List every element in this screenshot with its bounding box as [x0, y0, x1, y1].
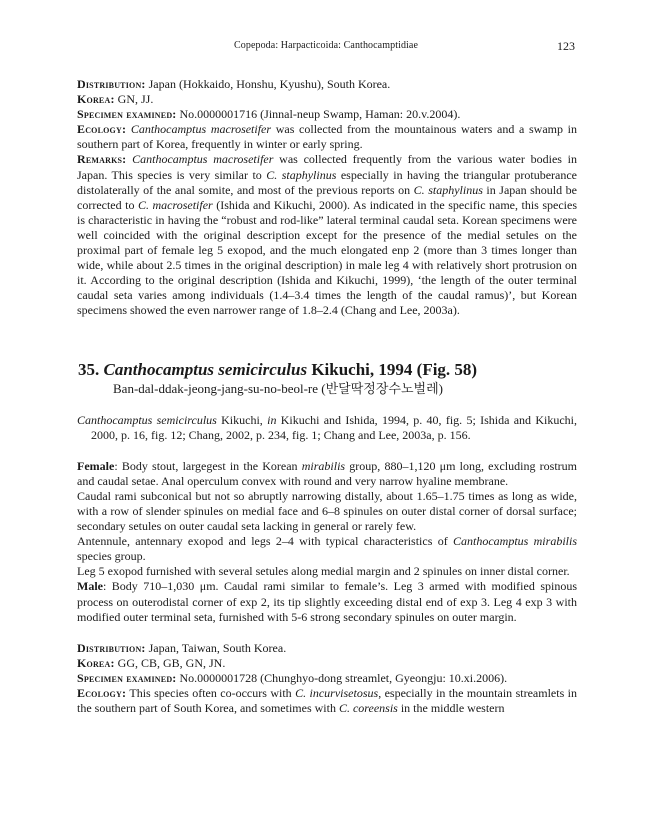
- antennule-paragraph: [77, 534, 577, 564]
- korea-paragraph: [77, 656, 577, 671]
- specimen-label: Specimen examined:: [77, 670, 177, 685]
- species-romanized-name: Ban-dal-ddak-jeong-jang-su-no-beol-re (반달딱정장수노벌레): [113, 380, 443, 396]
- remarks-paragraph: [77, 152, 577, 318]
- species-number: 35.: [78, 359, 100, 379]
- species-name: C. staphylinus: [266, 167, 337, 182]
- distribution-paragraph: [77, 77, 577, 92]
- page-header: [0, 40, 652, 56]
- antennule-text: species group.: [77, 549, 146, 564]
- korea-paragraph: [77, 92, 577, 107]
- section-spacer: [77, 397, 577, 413]
- species-name: Canthocamptus macrosetifer: [130, 122, 272, 137]
- female-text: group, 880–1,120 μm long, excluding rostrum and caudal setae. Anal operculum convex with round and very narrow hyaline membrane.: [77, 458, 577, 488]
- species-name: Canthocamptus macrosetifer: [132, 152, 274, 167]
- section-spacer: [77, 443, 577, 459]
- distribution-label: Distribution:: [77, 640, 146, 655]
- male-paragraph: [77, 579, 577, 624]
- running-head: Copepoda: Harpacticoida: Canthocamptidiae: [233, 40, 419, 51]
- synonymy-in: in: [267, 412, 277, 427]
- species-name: Canthocamptus mirabilis: [453, 534, 577, 549]
- synonymy-text: Kikuchi and Ishida, 1994, p. 40, fig. 5; Ishida and Kikuchi, 2000, p. 16, fig. 12; Chang, 2002, p. 234, fig. 1; Chang and Lee, 2003a, p. 156.: [91, 412, 577, 442]
- species-name: C. coreensis: [338, 701, 398, 716]
- female-text: : Body stout, largegest in the Korean: [114, 458, 302, 473]
- leg5-paragraph: Leg 5 exopod furnished with several setules along medial margin and 2 spinules on inner distal corner.: [77, 564, 570, 579]
- group-name: mirabilis: [301, 458, 346, 473]
- species-name: C. staphylinus: [413, 182, 483, 197]
- remarks-text: (Ishida and Kikuchi, 2000). As indicated in the specific name, this species is characteristic in having the “robust and rod-like” lateral terminal caudal seta. Korean specimens were well coincided with the original description except for the presence of the medial setules on the proximal part of female leg 5 exopod, and the much elongated enp 2 (more than 3 times longer than wide, while about 2.5 times in the original description) in male leg 4 with relatively short protrusion on it. According to the original description (Ishida and Kikuchi, 1999), ‘the length of the outer terminal caudal seta varies among individuals (1.4–3.4 times the length of the caudal ramus)’, but Korean specimens showed the even narrower range of 1.8–2.4 (Chang and Lee, 2003a).: [77, 197, 578, 318]
- korea-label: Korea:: [77, 655, 115, 670]
- distribution-text: Japan (Hokkaido, Honshu, Kyushu), South Korea.: [145, 77, 391, 91]
- species-title-name: Canthocamptus semicirculus: [103, 359, 308, 379]
- distribution-paragraph: [77, 641, 577, 656]
- ecology-label: Ecology:: [77, 122, 127, 137]
- antennule-text: Antennule, antennary exopod and legs 2–4 with typical characteristics of: [77, 534, 453, 549]
- korea-label: Korea:: [77, 92, 115, 107]
- page-number: 123: [557, 39, 575, 53]
- remarks-label: Remarks:: [77, 152, 127, 167]
- ecology-paragraph: [77, 122, 577, 152]
- specimen-label: Specimen examined:: [77, 107, 177, 122]
- species-name: C. incurvisetosus: [295, 686, 379, 700]
- specimen-text: No.0000001728 (Chunghyo-dong streamlet, Gyeongju: 10.xi.2006).: [176, 670, 508, 685]
- distribution-text: Japan, Taiwan, South Korea.: [145, 640, 287, 655]
- section-spacer: [77, 625, 577, 641]
- specimen-paragraph: [77, 671, 577, 686]
- ecology-label: Ecology:: [77, 686, 127, 700]
- remarks-text: in Japan should be corrected to: [77, 182, 577, 212]
- ecology-paragraph: [77, 686, 577, 716]
- female-paragraph: [77, 459, 577, 489]
- distribution-label: Distribution:: [77, 77, 146, 91]
- korea-text: GN, JJ.: [114, 92, 154, 107]
- female-label: Female: [77, 458, 115, 473]
- specimen-paragraph: [77, 107, 577, 122]
- ecology-text: in the middle western: [397, 701, 505, 716]
- species-name: C. macrosetifer: [137, 197, 213, 212]
- ecology-text: was collected from the mountainous waters and a swamp in southern part of Korea, frequently in winter or early spring.: [77, 122, 577, 152]
- synonymy-text: Kikuchi,: [216, 412, 268, 427]
- species-heading: [77, 360, 577, 380]
- ecology-text: This species often co-occurs with: [126, 686, 296, 700]
- species-author: Kikuchi, 1994 (Fig. 58): [307, 359, 478, 379]
- remarks-text: was collected frequently from the various water bodies in Japan. This species is very similar to: [77, 152, 578, 182]
- korea-text: GG, CB, GB, GN, JN.: [114, 655, 226, 670]
- synonymy-paragraph: [77, 413, 577, 443]
- male-text: : Body 710–1,030 μm. Caudal rami similar to female’s. Leg 3 armed with modified spinous process on outerodistal corner of exp 2, its tip slightly exceeding distal end of exp 3. Leg 4 exp 3 with modified outer terminal seta, furnished with 5-6 strong secondary spinules on outer margin.: [77, 579, 577, 624]
- section-spacer: [77, 319, 577, 360]
- specimen-text: No.0000001716 (Jinnal-neup Swamp, Haman: 20.v.2004).: [176, 107, 461, 122]
- male-label: Male: [77, 579, 103, 594]
- page-body: [77, 77, 577, 716]
- ecology-text: , especially in the mountain streamlets in the southern part of South Korea, and sometimes with: [77, 686, 577, 716]
- caudal-paragraph: Caudal rami subconical but not so abruptly narrowing distally, about 1.65–1.75 times as long as wide, with a row of slender spinules on medial face and 6–8 spinules on outer distal corner of dorsal surface; secondary setules on outer caudal seta lacking in general or rarely few.: [77, 488, 577, 534]
- species-name: Canthocamptus semicirculus: [77, 412, 217, 427]
- remarks-text: especially in having the triangular protuberance distolaterally of the anal somite, and most of the previous reports on: [77, 167, 577, 197]
